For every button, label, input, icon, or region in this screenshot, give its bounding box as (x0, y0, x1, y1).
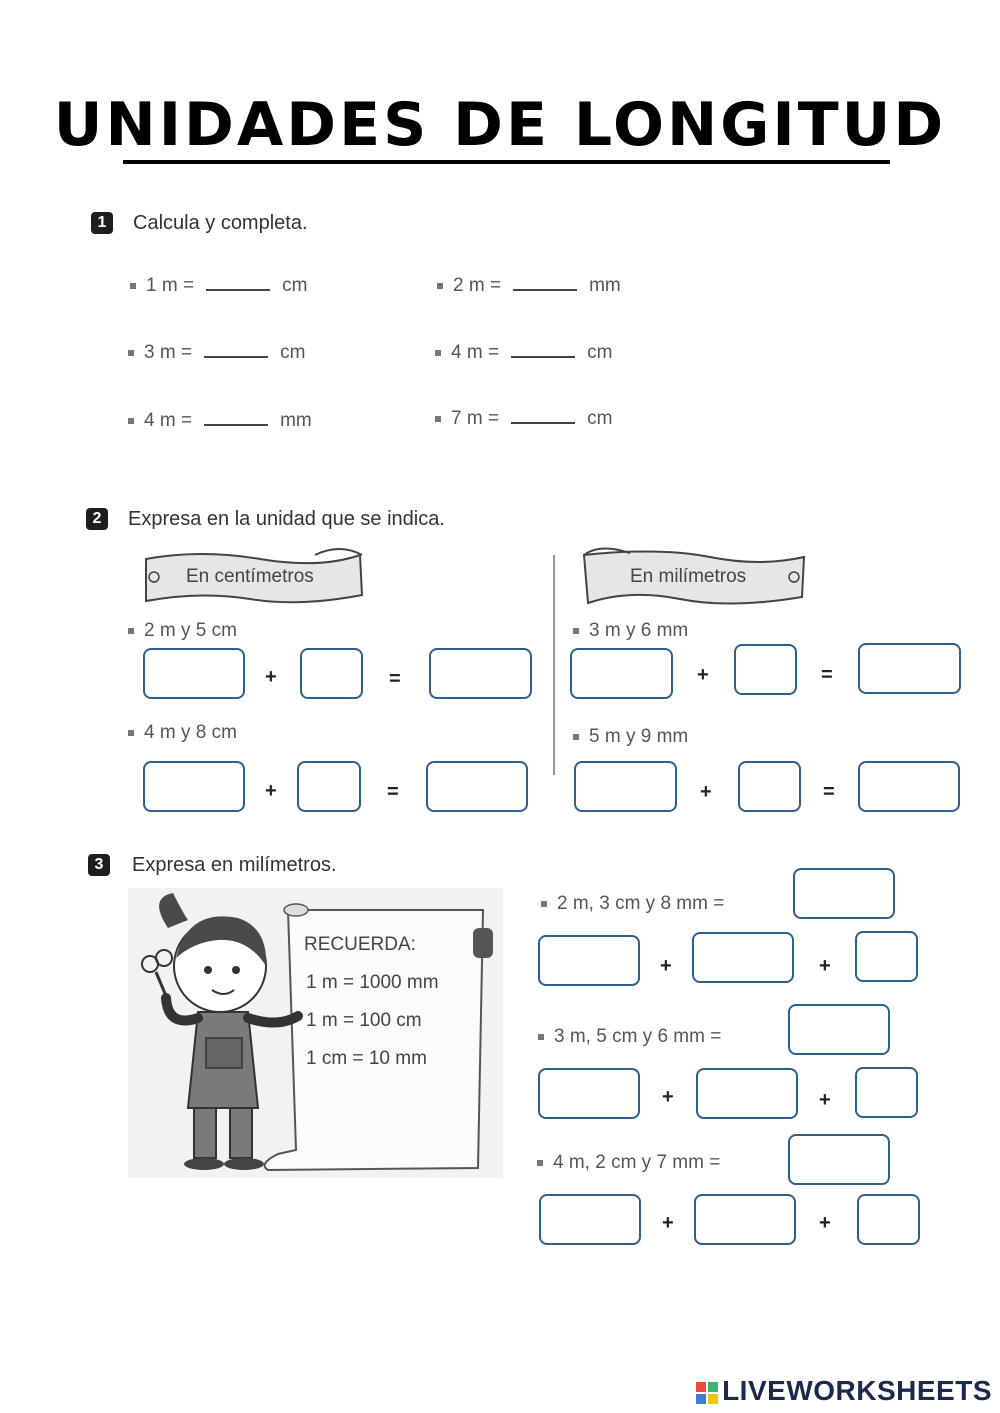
answer-box[interactable] (858, 643, 961, 694)
bullet-icon (538, 1034, 544, 1040)
ex1-item (435, 342, 612, 364)
exercise-3-heading: Expresa en milímetros. (132, 854, 337, 876)
answer-box[interactable] (143, 648, 245, 699)
ex2-item (128, 722, 237, 744)
answer-box[interactable] (297, 761, 361, 812)
banner-label-mm: En milímetros (630, 566, 747, 587)
plus-sign: + (819, 955, 831, 977)
bullet-icon (435, 416, 441, 422)
bullet-icon (130, 283, 136, 289)
liveworksheets-logo-icon (696, 1382, 718, 1404)
plus-sign: + (819, 1089, 831, 1111)
bullet-icon (437, 283, 443, 289)
answer-box[interactable] (539, 1194, 641, 1245)
liveworksheets-logo (696, 1375, 992, 1407)
ex1-item (128, 342, 305, 364)
ex1-item-label: 1 m = (146, 275, 195, 296)
plus-sign: + (819, 1212, 831, 1234)
answer-box[interactable] (570, 648, 673, 699)
plus-sign: + (697, 664, 709, 686)
bullet-icon (573, 628, 579, 634)
answer-box[interactable] (429, 648, 532, 699)
recuerda-line: 1 m = 100 cm (306, 1010, 422, 1031)
equals-sign: = (823, 781, 835, 803)
answer-blank[interactable] (511, 408, 575, 424)
plus-sign: + (662, 1212, 674, 1234)
ex1-item-unit: mm (589, 275, 621, 296)
plus-sign: + (662, 1086, 674, 1108)
answer-box[interactable] (538, 935, 640, 986)
ex1-item (435, 408, 612, 430)
recuerda-box (304, 926, 439, 1078)
column-divider (553, 555, 555, 775)
ex1-item-label: 7 m = (451, 408, 500, 429)
plus-sign: + (660, 955, 672, 977)
ex1-item-unit: cm (280, 342, 306, 363)
ex1-item-label: 2 m = (453, 275, 502, 296)
ex1-item-label: 4 m = (144, 410, 193, 431)
answer-box[interactable] (793, 868, 895, 919)
answer-box[interactable] (426, 761, 528, 812)
equals-sign: = (821, 664, 833, 686)
answer-blank[interactable] (204, 342, 268, 358)
ex1-item-label: 3 m = (144, 342, 193, 363)
ex1-item (128, 410, 312, 432)
answer-blank[interactable] (206, 275, 270, 291)
recuerda-line: 1 cm = 10 mm (306, 1048, 427, 1069)
bullet-icon (541, 901, 547, 907)
answer-box[interactable] (855, 1067, 918, 1118)
ex1-item-unit: mm (280, 410, 312, 431)
plus-sign: + (265, 666, 277, 688)
bullet-icon (128, 628, 134, 634)
ex1-item (437, 275, 621, 297)
ex1-item-label: 4 m = (451, 342, 500, 363)
ex2-item (128, 620, 237, 642)
answer-box[interactable] (788, 1134, 890, 1185)
ex2-item-label: 2 m y 5 cm (144, 620, 237, 641)
bullet-icon (435, 350, 441, 356)
equals-sign: = (387, 781, 399, 803)
answer-box[interactable] (694, 1194, 796, 1245)
plus-sign: + (265, 780, 277, 802)
ex3-item (537, 1152, 720, 1174)
ex1-item (130, 275, 307, 297)
ex3-item (541, 893, 724, 915)
answer-box[interactable] (300, 648, 363, 699)
bullet-icon (128, 418, 134, 424)
ex2-item-label: 4 m y 8 cm (144, 722, 237, 743)
ex2-item (573, 726, 688, 748)
plus-sign: + (700, 781, 712, 803)
ex3-item-label: 2 m, 3 cm y 8 mm = (557, 893, 725, 914)
bullet-icon (128, 350, 134, 356)
exercise-1-heading: Calcula y completa. (133, 212, 308, 234)
equals-sign: = (389, 668, 401, 690)
page-title: UNIDADES DE LONGITUD (53, 90, 947, 160)
answer-box[interactable] (143, 761, 245, 812)
answer-box[interactable] (538, 1068, 640, 1119)
recuerda-line: 1 m = 1000 mm (306, 972, 439, 993)
answer-box[interactable] (788, 1004, 890, 1055)
ex3-item (538, 1026, 721, 1048)
ex2-item-label: 5 m y 9 mm (589, 726, 689, 747)
exercise-1-number: 1 (91, 212, 113, 234)
exercise-3-number: 3 (88, 854, 110, 876)
answer-box[interactable] (857, 1194, 920, 1245)
answer-box[interactable] (574, 761, 677, 812)
answer-box[interactable] (738, 761, 801, 812)
ex1-item-unit: cm (587, 342, 613, 363)
answer-blank[interactable] (511, 342, 575, 358)
ex3-item-label: 3 m, 5 cm y 6 mm = (554, 1026, 722, 1047)
bullet-icon (573, 734, 579, 740)
ex2-item-label: 3 m y 6 mm (589, 620, 689, 641)
ex3-item-label: 4 m, 2 cm y 7 mm = (553, 1152, 721, 1173)
bullet-icon (128, 730, 134, 736)
title-underline (123, 160, 890, 164)
bullet-icon (537, 1160, 543, 1166)
recuerda-title: RECUERDA: (304, 934, 416, 955)
answer-box[interactable] (696, 1068, 798, 1119)
exercise-2-number: 2 (86, 508, 108, 530)
answer-box[interactable] (692, 932, 794, 983)
answer-blank[interactable] (204, 410, 268, 426)
banner-label-cm: En centímetros (186, 566, 314, 587)
ex1-item-unit: cm (587, 408, 613, 429)
answer-box[interactable] (855, 931, 918, 982)
ex1-item-unit: cm (282, 275, 308, 296)
ex2-item (573, 620, 688, 642)
answer-blank[interactable] (513, 275, 577, 291)
exercise-2-heading: Expresa en la unidad que se indica. (128, 508, 445, 530)
answer-box[interactable] (858, 761, 960, 812)
logo-text: LIVEWORKSHEETS (722, 1375, 992, 1406)
answer-box[interactable] (734, 644, 797, 695)
